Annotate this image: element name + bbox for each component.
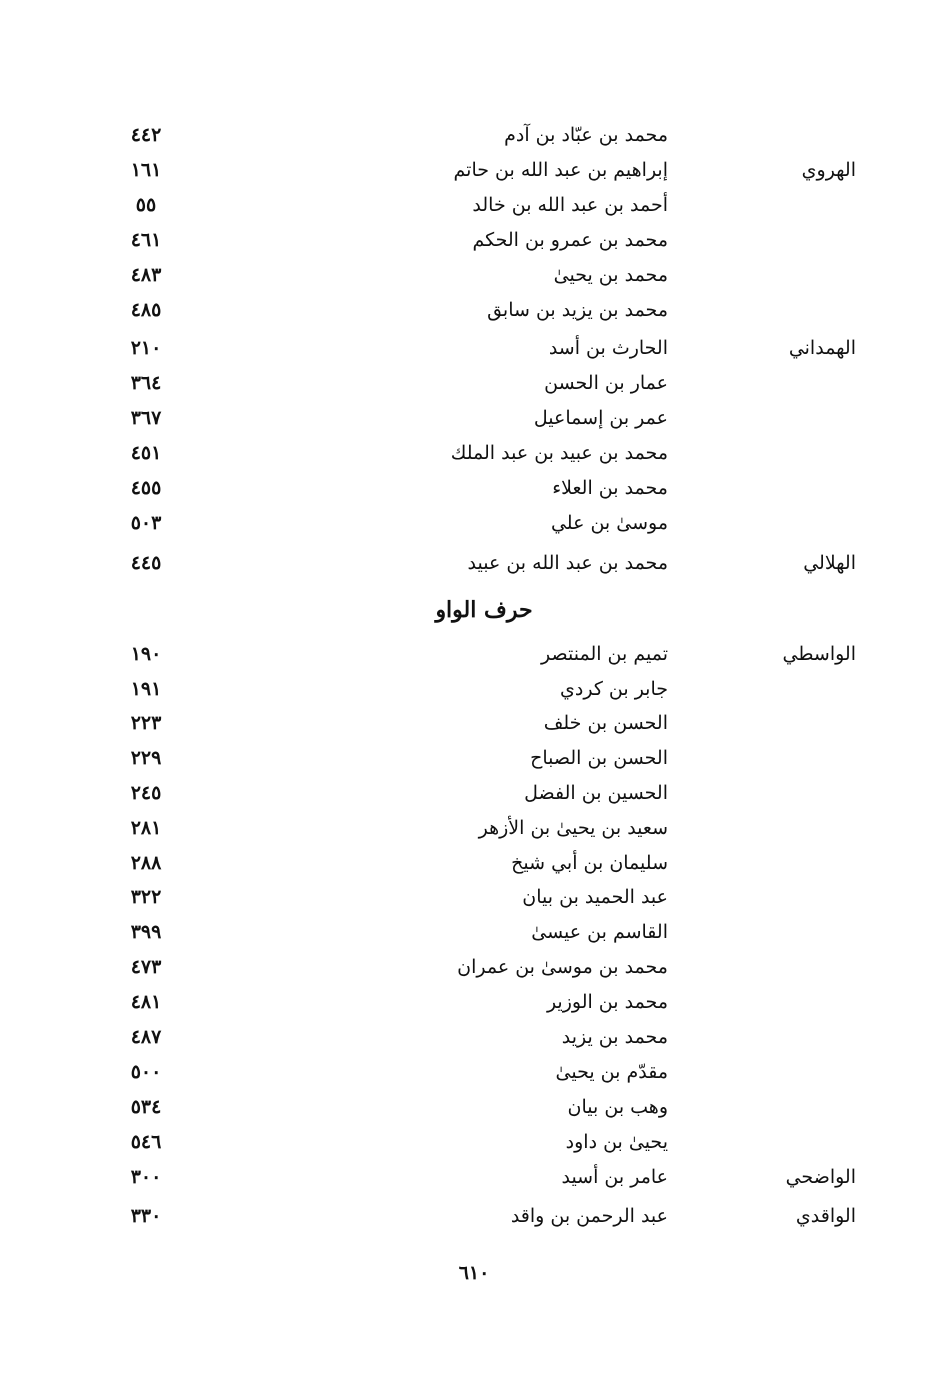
index-entry [0,153,948,187]
entry-number: ١٩٠ [130,643,162,665]
entry-number: ٣٠٠ [130,1166,162,1188]
entry-name: الحسن بن خلف [543,712,668,734]
entry-number: ١٦١ [130,159,162,181]
entry-nisba: الواضحي [785,1166,856,1188]
entry-number: ٥٣٤ [130,1096,162,1118]
index-entry [0,915,948,949]
entry-name: عمر بن إسماعيل [533,407,668,429]
entry-name: عبد الحميد بن بيان [522,886,668,908]
index-entry [0,706,948,740]
entry-number: ٣٩٩ [130,921,162,943]
entry-number: ٤٨٥ [130,299,162,321]
index-entry [0,188,948,222]
index-entry [0,1020,948,1054]
index-entry [0,1090,948,1124]
index-entry [0,506,948,540]
entry-name: يحيىٰ بن داود [565,1131,668,1153]
entry-number: ٢٢٣ [130,712,162,734]
entry-number: ٤٨٧ [130,1026,162,1048]
index-entry [0,258,948,292]
entry-number: ٤٨٣ [130,264,162,286]
index-entry [0,1199,948,1233]
entry-name: محمد بن الوزير [546,991,668,1013]
index-entry [0,223,948,257]
index-entry [0,776,948,810]
entry-name: محمد بن عبيد بن عبد الملك [450,442,668,464]
entry-number: ٤٤٢ [130,124,162,146]
entry-number: ٤٤٥ [130,552,162,574]
entry-name: محمد بن يزيد بن سابق [487,299,668,321]
section-heading: حرف الواو [435,597,533,623]
entry-number: ٥٥ [135,194,157,216]
index-entry [0,471,948,505]
page-number: ٦١٠ [458,1262,490,1284]
entry-number: ٥٤٦ [130,1131,162,1153]
entry-name: وهب بن بيان [567,1096,668,1118]
entry-name: القاسم بن عيسىٰ [531,921,668,943]
index-entry [0,331,948,365]
entry-number: ٣٢٢ [130,886,162,908]
index-entry [0,950,948,984]
entry-name: الحسين بن الفضل [524,782,668,804]
entry-number: ٣٦٧ [130,407,162,429]
index-entry [0,741,948,775]
entry-name: محمد بن عمرو بن الحكم [472,229,668,251]
index-entry [0,985,948,1019]
index-entry [0,637,948,671]
entry-name: محمد بن يزيد [561,1026,668,1048]
index-entry [0,1160,948,1194]
entry-nisba: الهروي [801,159,856,181]
index-entry [0,401,948,435]
index-entry [0,366,948,400]
entry-number: ٤٥٥ [130,477,162,499]
entry-name: الحارث بن أسد [548,337,668,359]
entry-name: الحسن بن الصباح [530,747,668,769]
entry-number: ٥٠٠ [130,1061,162,1083]
entry-name: جابر بن كردي [560,678,668,700]
index-entry [0,436,948,470]
entry-name: محمد بن عبد الله بن عبيد [467,552,668,574]
entry-nisba: الواسطي [782,643,856,665]
entry-nisba: الهلالي [803,552,856,574]
entry-name: إبراهيم بن عبد الله بن حاتم [453,159,668,181]
entry-number: ٢٢٩ [130,747,162,769]
entry-name: موسىٰ بن علي [550,512,668,534]
entry-number: ٤٨١ [130,991,162,1013]
index-entry [0,1125,948,1159]
index-entry [0,880,948,914]
entry-number: ٤٥١ [130,442,162,464]
entry-number: ٢٨٨ [130,852,162,874]
entry-number: ٤٦١ [130,229,162,251]
entry-number: ٣٣٠ [130,1205,162,1227]
index-entry [0,1055,948,1089]
entry-name: محمد بن موسىٰ بن عمران [457,956,668,978]
index-entry [0,118,948,152]
entry-number: ٣٦٤ [130,372,162,394]
entry-name: محمد بن يحيىٰ [553,264,668,286]
entry-nisba: الهمداني [788,337,856,359]
entry-name: سليمان بن أبي شيخ [511,852,668,874]
index-entry [0,546,948,580]
entry-nisba: الواقدي [795,1205,856,1227]
entry-number: ٢١٠ [130,337,162,359]
entry-name: أحمد بن عبد الله بن خالد [472,194,668,216]
entry-number: ٤٧٣ [130,956,162,978]
entry-number: ٢٨١ [130,817,162,839]
index-entry [0,672,948,706]
index-entry [0,846,948,880]
entry-name: سعيد بن يحيىٰ بن الأزهر [478,817,668,839]
entry-name: تميم بن المنتصر [541,643,668,665]
entry-number: ٢٤٥ [130,782,162,804]
entry-name: مقدّم بن يحيىٰ [555,1061,668,1083]
entry-number: ١٩١ [130,678,162,700]
entry-name: عامر بن أسيد [561,1166,668,1188]
entry-number: ٥٠٣ [130,512,162,534]
index-entry [0,811,948,845]
entry-name: عبد الرحمن بن واقد [510,1205,668,1227]
entry-name: عمار بن الحسن [544,372,668,394]
entry-name: محمد بن عبّاد بن آدم [504,124,668,146]
index-entry [0,293,948,327]
entry-name: محمد بن العلاء [552,477,668,499]
